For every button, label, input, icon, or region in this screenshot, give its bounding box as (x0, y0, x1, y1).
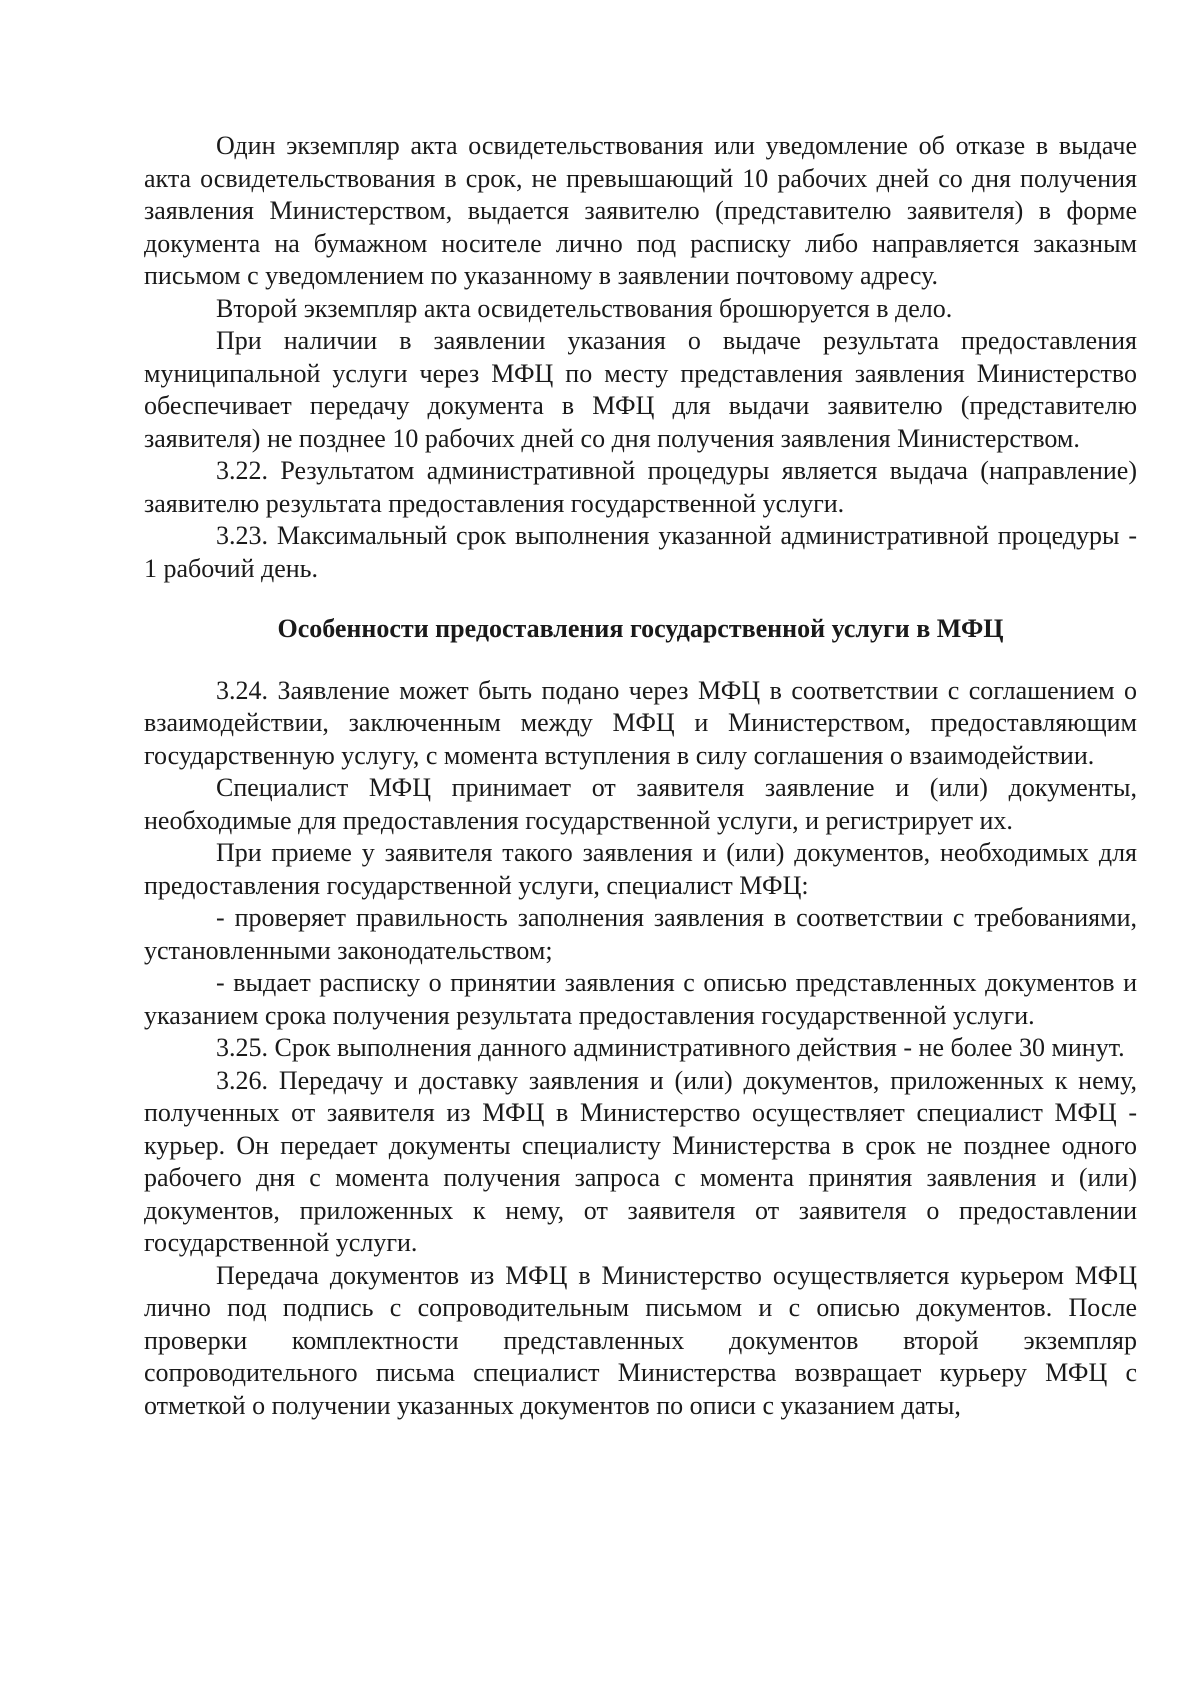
paragraph: 3.26. Передачу и доставку заявления и (или) документов, приложенных к нему, полученных от заявителя из МФЦ в Министерство осуществляет специалист МФЦ - курьер. Он передает документы специалисту Министерства в срок не позднее одного рабочего дня с момента получения запроса с момента принятия заявления и (или) документов, приложенных к нему, от заявителя от заявителя о предоставлении государственной услуги. (144, 1065, 1137, 1257)
paragraph: Специалист МФЦ принимает от заявителя заявление и (или) документы, необходимые для предоставления государственной услуги, и регистрирует их. (144, 773, 1137, 835)
paragraph: 3.23. Максимальный срок выполнения указанной административной процедуры - 1 рабочий день. (144, 521, 1137, 583)
paragraph: При наличии в заявлении указания о выдаче результата предоставления муниципальной услуги через МФЦ по месту представления заявления Министерство обеспечивает передачу документа в МФЦ для выдачи заявителю (представителю заявителя) не позднее 10 рабочих дней со дня получения заявления Министерством. (144, 326, 1137, 453)
list-item: - выдает расписку о принятии заявления с описью представленных документов и указанием срока получения результата предоставления государственной услуги. (144, 968, 1137, 1030)
paragraph: 3.25. Срок выполнения данного административного действия - не более 30 минут. (216, 1033, 1125, 1062)
paragraph: Второй экземпляр акта освидетельствования брошюруется в дело. (216, 293, 953, 323)
section-heading: Особенности предоставления государственной услуги в МФЦ (277, 614, 1004, 643)
paragraph: 3.24. Заявление может быть подано через МФЦ в соответствии с соглашением о взаимодействии, заключенным между МФЦ и Министерством, предоставляющим государственную услугу, с момента вступления в силу соглашения о взаимодействии. (144, 675, 1137, 770)
paragraph: Один экземпляр акта освидетельствования или уведомление об отказе в выдаче акта освидетельствования в срок, не превышающий 10 рабочих дней со дня получения заявления Министерством, выдается заявителю (представителю заявителя) в форме документа на бумажном носителе лично под расписку либо направляется заказным письмом с уведомлением по указанному в заявлении почтовому адресу. (144, 131, 1137, 290)
paragraph: 3.22. Результатом административной процедуры является выдача (направление) заявителю результата предоставления государственной услуги. (144, 456, 1137, 518)
paragraph: При приеме у заявителя такого заявления и (или) документов, необходимых для предоставления государственной услуги, специалист МФЦ: (144, 838, 1137, 900)
document-body (144, 130, 1137, 1422)
paragraph: Передача документов из МФЦ в Министерство осуществляется курьером МФЦ лично под подпись с сопроводительным письмом и с описью документов. После проверки комплектности представленных документов второй экземпляр сопроводительного письма специалист Министерства возвращает курьеру МФЦ с отметкой о получении указанных документов по описи с указанием даты, (144, 1260, 1137, 1420)
list-item: - проверяет правильность заполнения заявления в соответствии с требованиями, установленными законодательством; (144, 903, 1137, 965)
